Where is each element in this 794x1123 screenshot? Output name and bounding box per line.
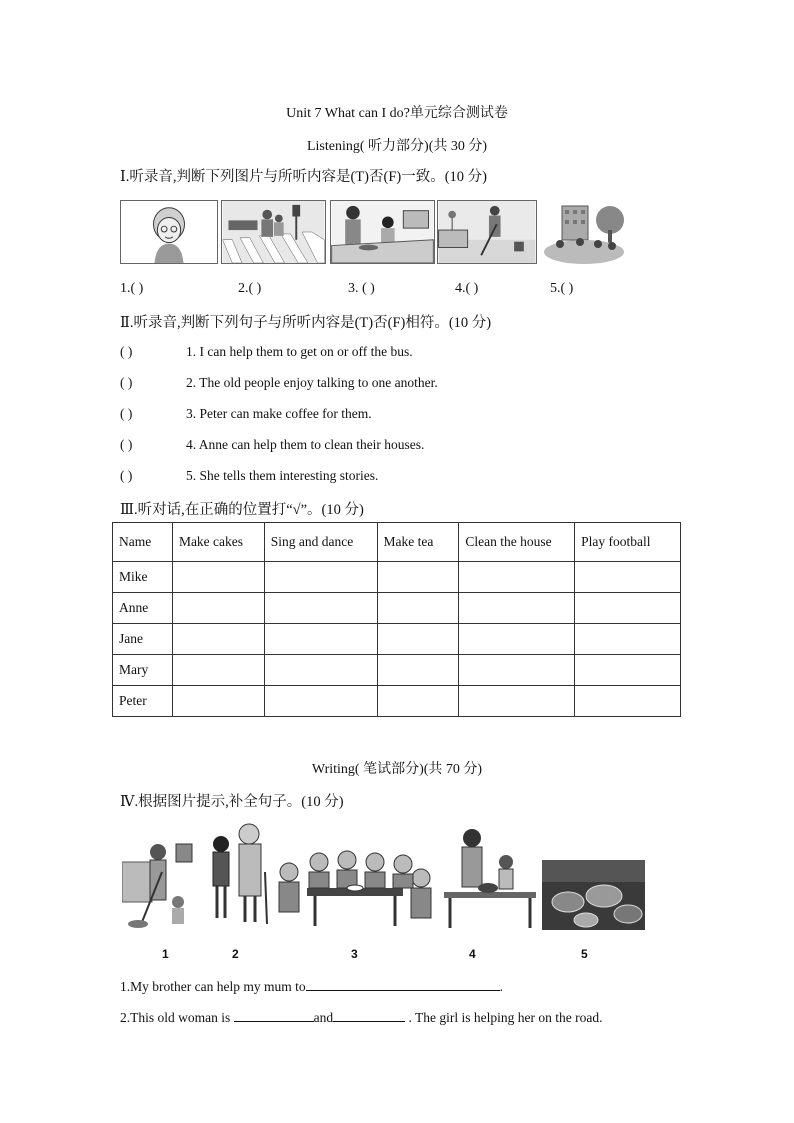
- check-cell[interactable]: [575, 562, 681, 593]
- answer-blank[interactable]: [234, 1009, 314, 1022]
- answer-blank[interactable]: [333, 1009, 405, 1022]
- check-cell[interactable]: [264, 655, 377, 686]
- page-title: Unit 7 What can I do?单元综合测试卷: [286, 106, 508, 121]
- check-cell[interactable]: [377, 624, 459, 655]
- writing-header: Writing( 笔试部分)(共 70 分): [311, 762, 483, 777]
- picture-number-2: 2: [232, 947, 239, 961]
- answer-blank-4[interactable]: 4.( ): [455, 281, 479, 296]
- check-cell[interactable]: [459, 562, 575, 593]
- check-cell[interactable]: [377, 686, 459, 717]
- check-cell[interactable]: [172, 562, 264, 593]
- check-cell[interactable]: [377, 593, 459, 624]
- tf-paren[interactable]: ( ): [120, 344, 133, 359]
- table-row: [113, 655, 681, 686]
- tf-sentence: 3. Peter can make coffee for them.: [186, 406, 372, 421]
- check-cell[interactable]: [575, 624, 681, 655]
- answer-blank-5[interactable]: 5.( ): [550, 281, 574, 296]
- row-name: Mary: [113, 655, 173, 686]
- tf-sentence: 5. She tells them interesting stories.: [186, 468, 379, 483]
- table-row: [113, 686, 681, 717]
- answer-blank-3[interactable]: 3. ( ): [348, 281, 375, 296]
- table-header-row: [113, 523, 681, 562]
- table-row: [113, 593, 681, 624]
- fill-sentence-1: [120, 978, 503, 995]
- tf-item-1[interactable]: [120, 344, 413, 360]
- tf-sentence: 2. The old people enjoy talking to one another.: [186, 375, 438, 390]
- answer-blank-2[interactable]: 2.( ): [238, 281, 262, 296]
- picture-number-1: 1: [162, 947, 169, 961]
- picture-elderly-home: [540, 200, 628, 264]
- mum-cleaning-image: [122, 822, 202, 932]
- sweeping-floor-image: [438, 201, 536, 263]
- check-cell[interactable]: [575, 655, 681, 686]
- section1-heading: Ⅰ.听录音,判断下列图片与所听内容是(T)否(F)一致。(10 分): [120, 169, 487, 185]
- column-header: Make cakes: [172, 523, 264, 562]
- picture-sweeping: [437, 200, 537, 264]
- sentence-text: .: [499, 979, 503, 994]
- answer-blank[interactable]: [306, 978, 500, 991]
- picture-cooking: [330, 200, 435, 264]
- check-cell[interactable]: [264, 562, 377, 593]
- check-cell[interactable]: [172, 593, 264, 624]
- check-cell[interactable]: [172, 624, 264, 655]
- check-cell[interactable]: [459, 593, 575, 624]
- check-cell[interactable]: [459, 686, 575, 717]
- old-woman-portrait-image: [121, 201, 217, 263]
- food-photo-image: [542, 860, 645, 930]
- answer-blank-1[interactable]: 1.( ): [120, 281, 144, 296]
- elderly-home-image: [540, 200, 628, 264]
- row-name: Peter: [113, 686, 173, 717]
- row-name: Jane: [113, 624, 173, 655]
- tf-item-2[interactable]: [120, 375, 438, 391]
- listening-table: [112, 522, 681, 717]
- check-cell[interactable]: [459, 624, 575, 655]
- picture-old-people-talking: [275, 822, 435, 932]
- tf-paren[interactable]: ( ): [120, 406, 133, 421]
- picture-making-cakes: [438, 822, 538, 932]
- cooking-kitchen-image: [331, 201, 434, 263]
- sentence-text: 2.This old woman is: [120, 1010, 234, 1025]
- check-cell[interactable]: [264, 624, 377, 655]
- row-name: Anne: [113, 593, 173, 624]
- table-row: [113, 562, 681, 593]
- column-header: Make tea: [377, 523, 459, 562]
- fill-sentence-2: [120, 1009, 602, 1026]
- check-cell[interactable]: [172, 686, 264, 717]
- table-row: [113, 624, 681, 655]
- check-cell[interactable]: [172, 655, 264, 686]
- tf-paren[interactable]: ( ): [120, 468, 133, 483]
- tf-item-5[interactable]: [120, 468, 378, 484]
- column-header: Clean the house: [459, 523, 575, 562]
- check-cell[interactable]: [264, 593, 377, 624]
- sentence-text: . The girl is helping her on the road.: [405, 1010, 603, 1025]
- picture-food-photo: [542, 860, 645, 930]
- tf-item-3[interactable]: [120, 406, 372, 422]
- section2-heading: Ⅱ.听录音,判断下列句子与所听内容是(T)否(F)相符。(10 分): [120, 315, 492, 331]
- check-cell[interactable]: [377, 562, 459, 593]
- picture-crossing-street: [221, 200, 326, 264]
- check-cell[interactable]: [377, 655, 459, 686]
- check-cell[interactable]: [575, 593, 681, 624]
- picture-number-5: 5: [581, 947, 588, 961]
- section4-heading: Ⅳ.根据图片提示,补全句子。(10 分): [120, 794, 344, 810]
- sentence-text: and: [313, 1010, 334, 1025]
- tf-paren[interactable]: ( ): [120, 437, 133, 452]
- picture-mum-cleaning: [122, 822, 202, 932]
- making-cakes-image: [438, 822, 538, 932]
- check-cell[interactable]: [575, 686, 681, 717]
- picture-number-3: 3: [351, 947, 358, 961]
- listening-header: Listening( 听力部分)(共 30 分): [306, 139, 488, 154]
- sentence-text: 1.My brother can help my mum to: [120, 979, 306, 994]
- section3-heading: Ⅲ.听对话,在正确的位置打“√”。(10 分): [120, 502, 364, 518]
- check-cell[interactable]: [459, 655, 575, 686]
- column-header: Name: [113, 523, 173, 562]
- picture-number-4: 4: [469, 947, 476, 961]
- check-cell[interactable]: [264, 686, 377, 717]
- tf-paren[interactable]: ( ): [120, 375, 133, 390]
- row-name: Mike: [113, 562, 173, 593]
- crossing-street-image: [222, 201, 325, 263]
- picture-old-woman: [120, 200, 218, 264]
- picture-girl-helping-old-woman: [205, 822, 271, 932]
- column-header: Play football: [575, 523, 681, 562]
- old-people-talking-image: [275, 822, 435, 932]
- tf-item-4[interactable]: [120, 437, 424, 453]
- girl-helping-old-woman-image: [205, 822, 271, 932]
- column-header: Sing and dance: [264, 523, 377, 562]
- tf-sentence: 4. Anne can help them to clean their houses.: [186, 437, 425, 452]
- tf-sentence: 1. I can help them to get on or off the bus.: [186, 344, 413, 359]
